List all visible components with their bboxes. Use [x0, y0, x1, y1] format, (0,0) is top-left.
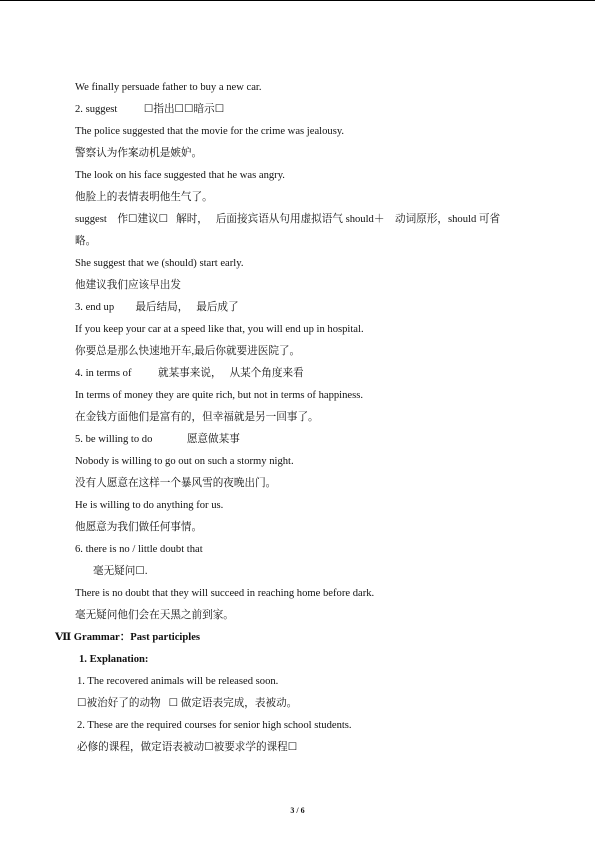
text-line: He is willing to do anything for us. — [75, 500, 224, 511]
text-line: 2. These are the required courses for senior high school students. — [77, 720, 352, 731]
text-line: Nobody is willing to go out on such a stormy night. — [75, 456, 294, 467]
text-line: In terms of money they are quite rich, but not in terms of happiness. — [75, 390, 364, 401]
text-line: She suggest that we (should) start early. — [75, 258, 244, 269]
page-top-border — [0, 0, 595, 1]
text-line: 略。 — [75, 236, 97, 247]
text-line: The look on his face suggested that he was angry. — [75, 170, 285, 181]
text-line: 警察认为作案动机是嫉妒。 — [75, 148, 203, 159]
text-line: We finally persuade father to buy a new car. — [75, 82, 262, 93]
text-line: There is no doubt that they will succeed in reaching home before dark. — [75, 588, 375, 599]
text-line: The police suggested that the movie for the crime was jealousy. — [75, 126, 345, 137]
text-line: If you keep your car at a speed like that, you will end up in hospital. — [75, 324, 364, 335]
text-line: suggest 作☐建议☐ 解时， 后面接宾语从句用虚拟语气 should＋ 动词原形，should 可省 — [75, 214, 501, 225]
text-line: 你要总是那么快速地开车,最后你就要进医院了。 — [75, 346, 301, 357]
text-line: 他脸上的表情表明他生气了。 — [75, 192, 213, 203]
vocab-heading: 4. in terms of 就某事来说， 从某个角度来看 — [75, 368, 304, 379]
text-line: 必修的课程，做定语表被动☐被要求学的课程☐ — [77, 742, 298, 753]
vocab-heading: 5. be willing to do 愿意做某事 — [75, 434, 240, 445]
text-line: ☐被治好了的动物 ☐ 做定语表完成，表被动。 — [77, 698, 298, 709]
page-number: 3 / 6 — [290, 806, 305, 815]
subsection-heading: 1. Explanation: — [79, 654, 149, 665]
vocab-heading: 2. suggest ☐指出☐☐暗示☐ — [75, 104, 225, 115]
text-line: 没有人愿意在这样一个暴风雪的夜晚出门。 — [75, 478, 277, 489]
text-line: 毫无疑问他们会在天黑之前到家。 — [75, 610, 234, 621]
text-line: 他愿意为我们做任何事情。 — [75, 522, 203, 533]
text-line: 他建议我们应该早出发 — [75, 280, 181, 291]
vocab-heading: 6. there is no / little doubt that — [75, 544, 203, 555]
text-line: 毫无疑问☐. — [93, 566, 148, 577]
section-heading: Ⅶ Grammar：Past participles — [55, 632, 201, 643]
vocab-heading: 3. end up 最后结局， 最后成了 — [75, 302, 239, 313]
text-line: 1. The recovered animals will be released soon. — [77, 676, 279, 687]
text-line: 在金钱方面他们是富有的，但幸福就是另一回事了。 — [75, 412, 319, 423]
